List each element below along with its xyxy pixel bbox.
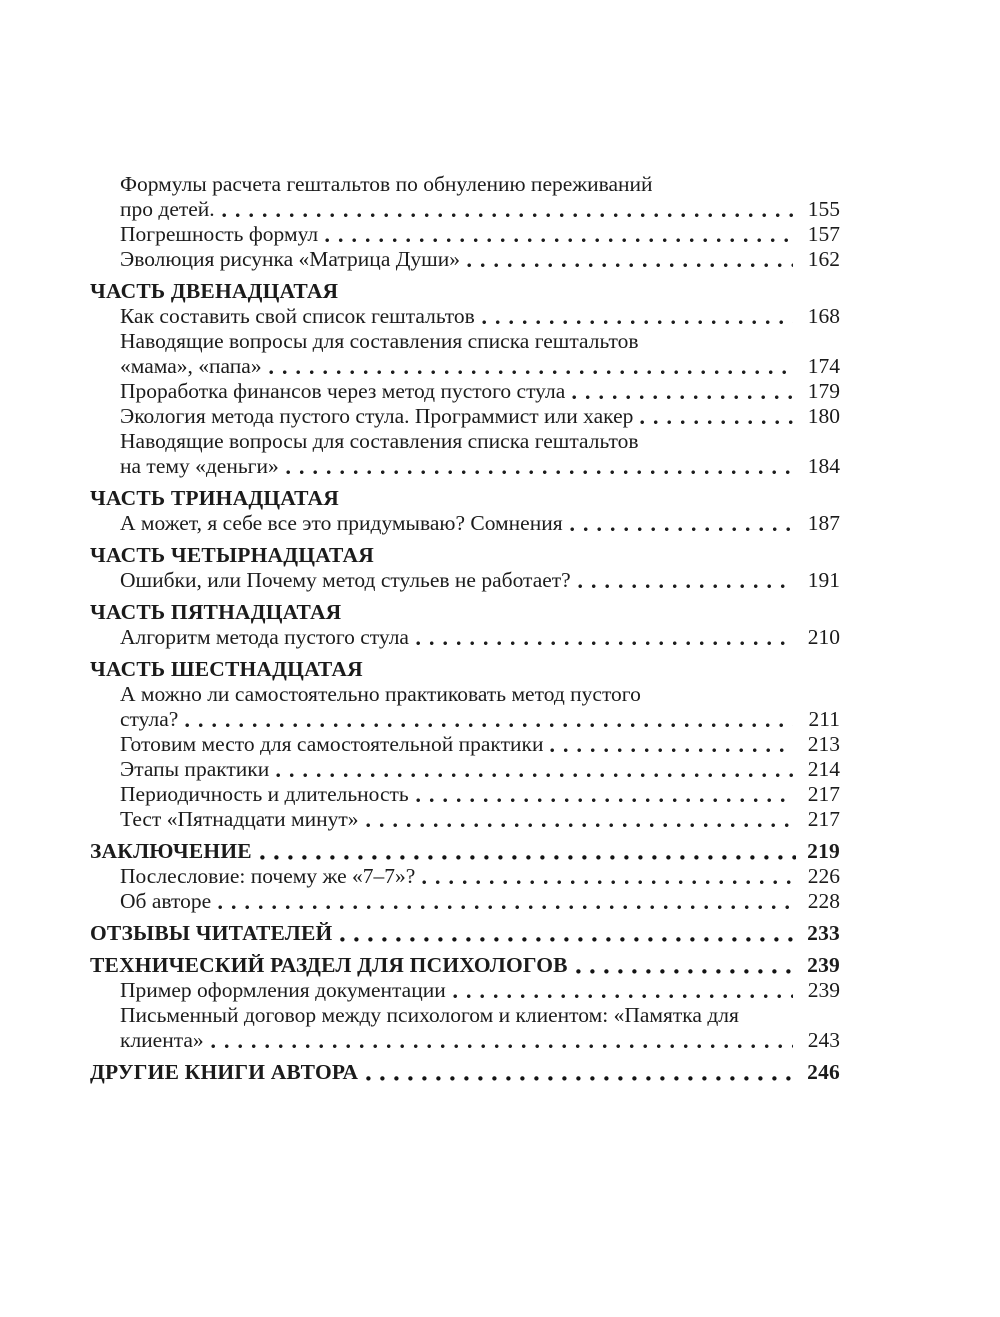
toc-item-row xyxy=(90,404,840,429)
toc-item-row xyxy=(90,978,840,1003)
page-number: 243 xyxy=(807,1028,840,1052)
toc-section-row xyxy=(90,839,840,864)
dot-leader xyxy=(222,213,793,218)
page-number: 180 xyxy=(807,404,840,428)
toc-item-row xyxy=(90,172,840,197)
entry-title: клиента» xyxy=(120,1028,204,1052)
entry-title: про детей. xyxy=(120,197,215,221)
entry-title: Наводящие вопросы для составления списка гештальтов xyxy=(120,429,639,453)
entry-title: Проработка финансов через метод пустого стула xyxy=(120,379,566,403)
section-title: ДРУГИЕ КНИГИ АВТОРА xyxy=(90,1060,359,1084)
dot-leader xyxy=(260,855,796,860)
page-number: 174 xyxy=(807,354,840,378)
toc-item-row xyxy=(90,1003,840,1028)
page-number: 184 xyxy=(807,454,840,478)
entry-title: Алгоритм метода пустого стула xyxy=(120,625,409,649)
toc-item-row xyxy=(90,379,840,404)
page-number: 211 xyxy=(808,707,840,731)
toc-item-row xyxy=(90,222,840,247)
toc-item-row xyxy=(90,682,840,707)
entry-title: Этапы практики xyxy=(120,757,270,781)
toc-section-row xyxy=(90,600,840,625)
page-number: 157 xyxy=(807,222,840,246)
toc-section-row xyxy=(90,486,840,511)
dot-leader xyxy=(422,880,793,885)
page-number: 217 xyxy=(807,807,840,831)
toc-item-row xyxy=(90,625,840,650)
entry-title: Экология метода пустого стула. Программист или хакер xyxy=(120,404,634,428)
dot-leader xyxy=(576,969,796,974)
dot-leader xyxy=(572,395,793,400)
section-title: ЧАСТЬ ПЯТНАДЦАТАЯ xyxy=(90,600,342,624)
page-number: 179 xyxy=(807,379,840,403)
page-number: 187 xyxy=(807,511,840,535)
section-title: ОТЗЫВЫ ЧИТАТЕЛЕЙ xyxy=(90,921,333,945)
section-title: ТЕХНИЧЕСКИЙ РАЗДЕЛ ДЛЯ ПСИХОЛОГОВ xyxy=(90,953,568,977)
dot-leader xyxy=(416,798,793,803)
dot-leader xyxy=(218,905,793,910)
toc-section-row xyxy=(90,279,840,304)
page-number: 191 xyxy=(807,568,840,592)
entry-title: Периодичность и длительность xyxy=(120,782,409,806)
page-number: 219 xyxy=(807,839,840,863)
entry-title: Пример оформления документации xyxy=(120,978,446,1002)
entry-title: Готовим место для самостоятельной практики xyxy=(120,732,544,756)
toc-section-row xyxy=(90,921,840,946)
table-of-contents xyxy=(90,0,840,1085)
toc-item-row xyxy=(90,568,840,593)
entry-title: Эволюция рисунка «Матрица Души» xyxy=(120,247,460,271)
toc-item-row xyxy=(90,1028,840,1053)
section-title: ЧАСТЬ ДВЕНАДЦАТАЯ xyxy=(90,279,339,303)
page-number: 213 xyxy=(807,732,840,756)
dot-leader xyxy=(286,470,793,475)
toc-item-row xyxy=(90,454,840,479)
dot-leader xyxy=(340,937,796,942)
entry-title: Послесловие: почему же «7–7»? xyxy=(120,864,416,888)
toc-item-row xyxy=(90,511,840,536)
section-title: ЗАКЛЮЧЕНИЕ xyxy=(90,839,252,863)
dot-leader xyxy=(467,263,793,268)
section-title: ЧАСТЬ ШЕСТНАДЦАТАЯ xyxy=(90,657,363,681)
page-number: 168 xyxy=(807,304,840,328)
toc-item-row xyxy=(90,889,840,914)
entry-title: Формулы расчета гештальтов по обнулению переживаний xyxy=(120,172,653,196)
entry-title: Как составить свой список гештальтов xyxy=(120,304,475,328)
toc-item-row xyxy=(90,429,840,454)
page-number: 239 xyxy=(807,978,840,1002)
entry-title: «мама», «папа» xyxy=(120,354,262,378)
dot-leader xyxy=(416,641,793,646)
page-number: 239 xyxy=(807,953,840,977)
toc-item-row xyxy=(90,329,840,354)
page-number: 155 xyxy=(807,197,840,221)
dot-leader xyxy=(453,994,793,999)
entry-title: А может, я себе все это придумываю? Сомнения xyxy=(120,511,563,535)
toc-item-row xyxy=(90,807,840,832)
section-title: ЧАСТЬ ЧЕТЫРНАДЦАТАЯ xyxy=(90,543,374,567)
toc-section-row xyxy=(90,1060,840,1085)
dot-leader xyxy=(578,584,793,589)
page-number: 210 xyxy=(807,625,840,649)
entry-title: Погрешность формул xyxy=(120,222,319,246)
toc-item-row xyxy=(90,707,840,732)
dot-leader xyxy=(269,370,793,375)
dot-leader xyxy=(325,238,793,243)
toc-item-row xyxy=(90,247,840,272)
toc-item-row xyxy=(90,304,840,329)
entry-title: на тему «деньги» xyxy=(120,454,279,478)
toc-section-row xyxy=(90,543,840,568)
entry-title: стула? xyxy=(120,707,179,731)
entry-title: Ошибки, или Почему метод стульев не работает? xyxy=(120,568,571,592)
toc-item-row xyxy=(90,732,840,757)
dot-leader xyxy=(640,420,793,425)
toc-item-row xyxy=(90,864,840,889)
toc-item-row xyxy=(90,757,840,782)
entry-title: Тест «Пятнадцати минут» xyxy=(120,807,359,831)
dot-leader xyxy=(366,1076,796,1081)
toc-item-row xyxy=(90,782,840,807)
dot-leader xyxy=(570,527,793,532)
dot-leader xyxy=(211,1044,793,1049)
toc-item-row xyxy=(90,197,840,222)
entry-title: Письменный договор между психологом и клиентом: «Памятка для xyxy=(120,1003,739,1027)
entry-title: Наводящие вопросы для составления списка гештальтов xyxy=(120,329,639,353)
toc-section-row xyxy=(90,953,840,978)
entry-title: А можно ли самостоятельно практиковать метод пустого xyxy=(120,682,641,706)
toc-item-row xyxy=(90,354,840,379)
page-number: 246 xyxy=(807,1060,840,1084)
section-title: ЧАСТЬ ТРИНАДЦАТАЯ xyxy=(90,486,340,510)
page-number: 228 xyxy=(807,889,840,913)
dot-leader xyxy=(185,723,793,728)
dot-leader xyxy=(276,773,793,778)
page-number: 214 xyxy=(807,757,840,781)
page-number: 217 xyxy=(807,782,840,806)
page-number: 226 xyxy=(807,864,840,888)
dot-leader xyxy=(482,320,793,325)
toc-section-row xyxy=(90,657,840,682)
page-number: 162 xyxy=(807,247,840,271)
entry-title: Об авторе xyxy=(120,889,212,913)
dot-leader xyxy=(366,823,793,828)
page-number: 233 xyxy=(807,921,840,945)
dot-leader xyxy=(550,748,793,753)
